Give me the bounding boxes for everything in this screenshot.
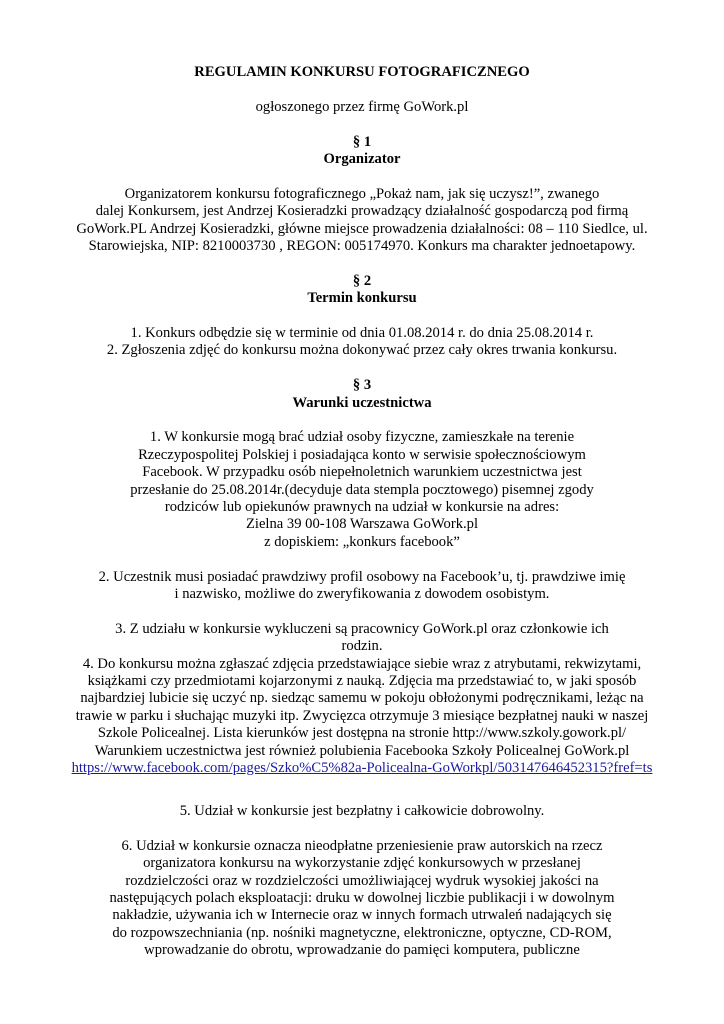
paragraph-line: następujących polach eksploatacji: druku w dowolnej liczbie publikacji i w dowolnym <box>109 889 615 906</box>
paragraph-line: wprowadzanie do obrotu, wprowadzanie do pamięci komputera, publiczne <box>144 942 580 959</box>
list-item <box>68 838 656 960</box>
document-title: REGULAMIN KONKURSU FOTOGRAFICZNEGO <box>194 64 530 80</box>
paragraph-line: 4. Do konkursu można zgłaszać zdjęcia przedstawiające siebie wraz z atrybutami, rekwizytami, <box>82 655 642 672</box>
section-heading: Warunki uczestnictwa <box>292 394 432 411</box>
list-item <box>68 621 656 778</box>
document-subtitle: ogłoszonego przez firmę GoWork.pl <box>255 98 469 115</box>
section-termin-konkursu <box>68 273 656 360</box>
paragraph-line: książkami czy przedmiotami kojarzonymi z nauką. Zdjęcia ma przedstawiać to, w jaki sposób <box>87 673 637 690</box>
list-item <box>68 429 656 551</box>
section-warunki-uczestnictwa <box>68 377 656 959</box>
paragraph-line: z dopiskiem: „konkurs facebook” <box>264 533 460 550</box>
section-number: § 3 <box>352 377 372 394</box>
paragraph-line: GoWork.PL Andrzej Kosieradzki, główne miejsce prowadzenia działalności: 08 – 110 Siedlce, ul. <box>76 220 648 237</box>
paragraph-line: Starowiejska, NIP: 8210003730 , REGON: 005174970. Konkurs ma charakter jednoetapowy. <box>88 238 636 255</box>
section-heading: Organizator <box>323 151 401 167</box>
section-heading: Termin konkursu <box>307 290 417 307</box>
paragraph-line: 1. W konkursie mogą brać udział osoby fizyczne, zamieszkałe na terenie <box>149 429 575 446</box>
paragraph-line: Zielna 39 00-108 Warszawa GoWork.pl <box>245 516 479 533</box>
paragraph-line: 6. Udział w konkursie oznacza nieodpłatne przeniesienie praw autorskich na rzecz <box>121 837 603 854</box>
paragraph-line: Rzeczypospolitej Polskiej i posiadająca konto w serwisie społecznościowym <box>138 446 586 463</box>
paragraph-line: nakładzie, używania ich w Internecie oraz w innych formach utrwaleń nadających się <box>112 907 612 924</box>
paragraph-line: Warunkiem uczestnictwa jest również polubienia Facebooka Szkoły Policealnej GoWork.pl <box>94 742 630 759</box>
facebook-page-link[interactable]: https://www.facebook.com/pages/Szko%C5%82a-Policealna-GoWorkpl/503147646452315?fref=ts <box>71 760 653 777</box>
list-item: 5. Udział w konkursie jest bezpłatny i całkowicie dobrowolny. <box>179 802 545 819</box>
paragraph-line: 3. Z udziału w konkursie wykluczeni są pracownicy GoWork.pl oraz członkowie ich <box>115 620 609 637</box>
paragraph-line: przesłanie do 25.08.2014r.(decyduje data stempla pocztowego) pisemnej zgody <box>130 481 594 498</box>
paragraph-line: rodziców lub opiekunów prawnych na udział w konkursie na adres: <box>164 499 560 516</box>
paragraph-line: 2. Zgłoszenia zdjęć do konkursu można dokonywać przez cały okres trwania konkursu. <box>106 342 618 359</box>
document-page <box>68 64 656 960</box>
list-item <box>68 569 656 604</box>
section-number: § 2 <box>352 272 372 289</box>
paragraph-line: rozdzielczości oraz w rozdzielczości umożliwiającej wydruk wysokiej jakości na <box>125 872 599 889</box>
paragraph-line: Szkole Policealnej. Lista kierunków jest dostępna na stronie http://www.szkoly.gowork.pl/ <box>97 725 627 742</box>
section-organizator <box>68 134 656 256</box>
paragraph-line: 2. Uczestnik musi posiadać prawdziwy profil osobowy na Facebook’u, tj. prawdziwe imię <box>98 568 626 585</box>
paragraph-line: Organizatorem konkursu fotograficznego „Pokaż nam, jak się uczysz!”, zwanego <box>124 185 600 202</box>
section-number: § 1 <box>352 133 372 150</box>
paragraph-line: dalej Konkursem, jest Andrzej Kosieradzki prowadzący działalność gospodarczą pod firmą <box>95 203 629 220</box>
paragraph-line: organizatora konkursu na wykorzystanie zdjęć konkursowych w przesłanej <box>143 855 581 872</box>
paragraph-line: do rozpowszechniania (np. nośniki magnetyczne, elektroniczne, optyczne, CD-ROM, <box>112 924 612 941</box>
paragraph-line: 1. Konkurs odbędzie się w terminie od dnia 01.08.2014 r. do dnia 25.08.2014 r. <box>130 325 594 342</box>
paragraph-line: Facebook. W przypadku osób niepełnoletnich warunkiem uczestnictwa jest <box>142 464 582 481</box>
paragraph-line: trawie w parku i słuchając muzyki itp. Zwycięzca otrzymuje 3 miesiące bezpłatnej nauki w naszej <box>75 707 649 724</box>
paragraph-line: najbardziej lubicie się uczyć np. siedząc samemu w pokoju obłożonymi podręcznikami, leżąc na <box>80 690 644 707</box>
paragraph-line: rodzin. <box>341 638 383 655</box>
paragraph-line: i nazwisko, możliwe do zweryfikowania z dowodem osobistym. <box>174 586 550 603</box>
